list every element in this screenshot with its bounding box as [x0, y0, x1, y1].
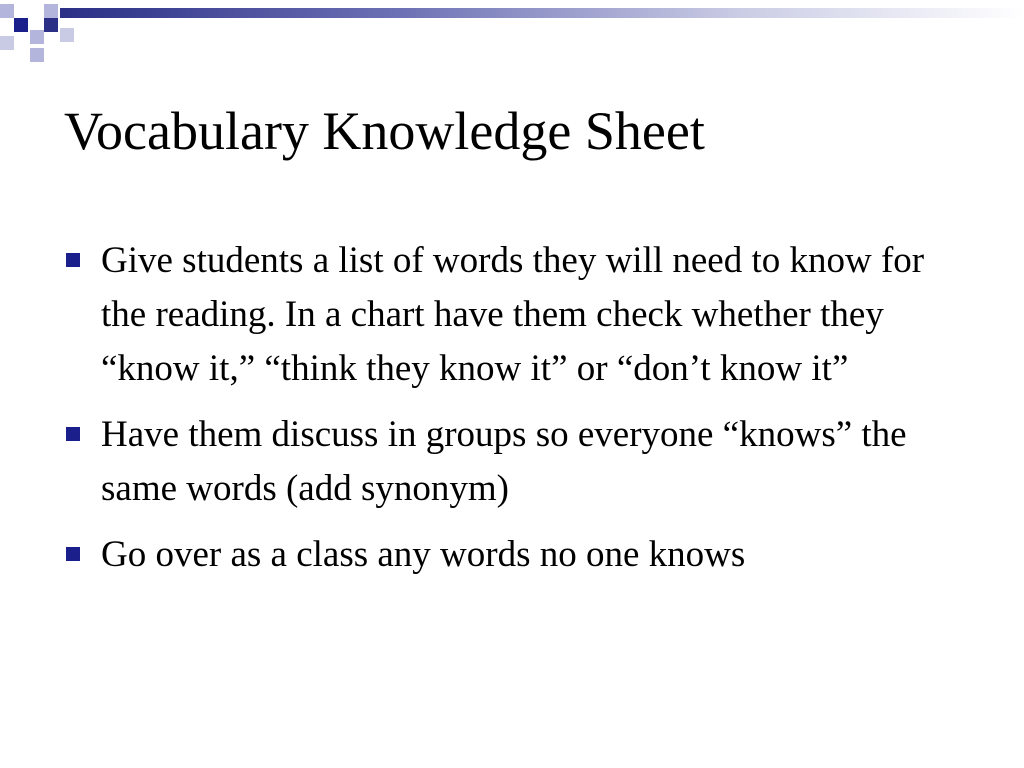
bullet-item — [64, 528, 964, 582]
square-bullet-icon — [66, 547, 80, 561]
bullet-list — [64, 234, 964, 594]
slide-title: Vocabulary Knowledge Sheet — [64, 101, 705, 161]
bullet-text: Give students a list of words they will need to know for the reading. In a chart have them check whether they “know it,” “think they know it” or “don’t know it” — [101, 240, 925, 389]
bullet-item — [64, 234, 964, 396]
deco-square-dark — [44, 18, 58, 32]
bullet-text: Go over as a class any words no one knows — [101, 534, 746, 575]
square-bullet-icon — [66, 427, 80, 441]
header-gradient-bar — [60, 8, 1024, 18]
deco-square-light — [60, 28, 74, 42]
square-bullet-icon — [66, 253, 80, 267]
deco-square-light — [0, 36, 14, 50]
deco-square-light — [30, 48, 44, 62]
deco-square-light — [30, 30, 44, 44]
deco-square-light — [44, 4, 58, 18]
deco-square-dark — [14, 18, 28, 32]
bullet-item — [64, 408, 964, 516]
bullet-text: Have them discuss in groups so everyone “knows” the same words (add synonym) — [101, 414, 907, 509]
deco-square-light — [0, 4, 14, 18]
header-decoration — [0, 0, 1024, 70]
